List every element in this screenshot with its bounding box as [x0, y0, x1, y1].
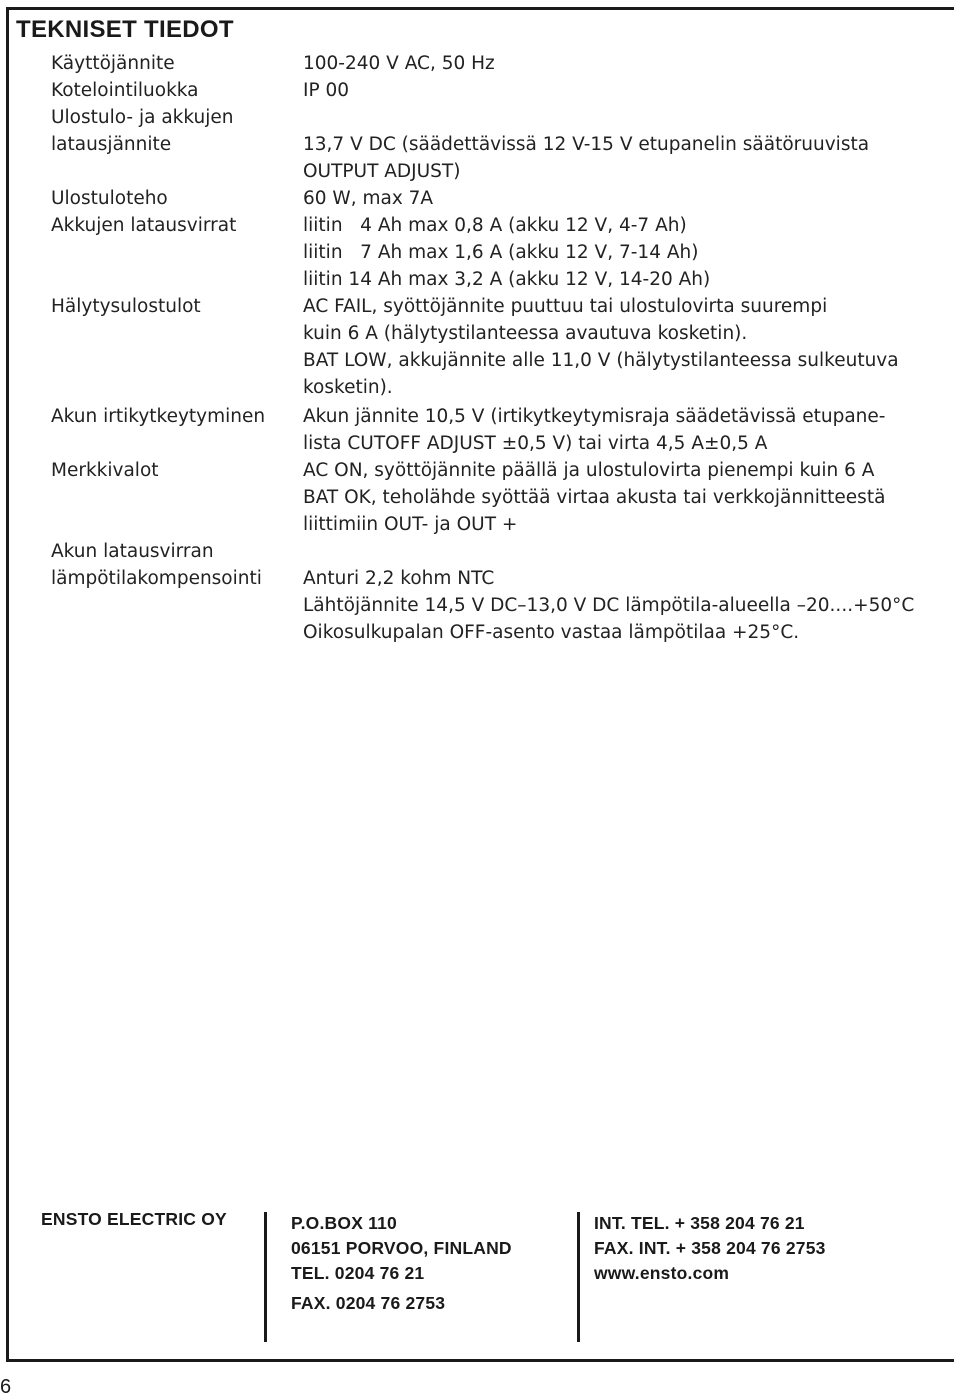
spec-value: BAT LOW, akkujännite alle 11,0 V (hälytystilanteessa sulkeutuva [303, 350, 899, 371]
spec-label: Käyttöjännite [51, 53, 175, 74]
spec-label: lämpötilakompensointi [51, 568, 262, 589]
footer-divider [264, 1212, 267, 1342]
spec-value: Oikosulkupalan OFF-asento vastaa lämpötilaa +25°C. [303, 622, 800, 643]
company-name: ENSTO ELECTRIC OY [41, 1209, 227, 1229]
spec-value: 100-240 V AC, 50 Hz [303, 53, 495, 74]
spec-label: Ulostuloteho [51, 188, 168, 209]
spec-label: Akun irtikytkeytyminen [51, 406, 266, 427]
international-phone: INT. TEL. + 358 204 76 21 [594, 1213, 805, 1233]
website-link[interactable]: www.ensto.com [594, 1263, 730, 1283]
spec-value: Anturi 2,2 kohm NTC [303, 568, 495, 589]
spec-label: Kotelointiluokka [51, 80, 199, 101]
spec-label: latausjännite [51, 134, 172, 155]
postal-city: 06151 PORVOO, FINLAND [291, 1238, 512, 1258]
spec-value: lista CUTOFF ADJUST ±0,5 V) tai virta 4,5 A±0,5 A [303, 433, 768, 454]
spec-value: OUTPUT ADJUST) [303, 161, 461, 182]
spec-value: Akun jännite 10,5 V (irtikytkeytymisraja säädetävissä etupane- [303, 406, 886, 427]
page-title: TEKNISET TIEDOT [16, 16, 234, 43]
spec-label: Hälytysulostulot [51, 296, 201, 317]
spec-label: Akkujen latausvirrat [51, 215, 237, 236]
footer-divider [577, 1212, 580, 1342]
fax: FAX. 0204 76 2753 [291, 1293, 446, 1313]
spec-value: BAT OK, teholähde syöttää virtaa akusta tai verkkojännitteestä [303, 487, 886, 508]
spec-value: liitin 7 Ah max 1,6 A (akku 12 V, 7-14 Ah) [303, 242, 699, 263]
spec-value: liittimiin OUT- ja OUT + [303, 514, 518, 535]
spec-label: Ulostulo- ja akkujen [51, 107, 234, 128]
international-fax: FAX. INT. + 358 204 76 2753 [594, 1238, 826, 1258]
spec-value: Lähtöjännite 14,5 V DC–13,0 V DC lämpötila-alueella –20....+50°C [303, 595, 915, 616]
spec-value: liitin 4 Ah max 0,8 A (akku 12 V, 4-7 Ah) [303, 215, 687, 236]
spec-value: liitin 14 Ah max 3,2 A (akku 12 V, 14-20 Ah) [303, 269, 711, 290]
spec-value: kosketin). [303, 377, 393, 398]
spec-label: Merkkivalot [51, 460, 159, 481]
spec-value: AC FAIL, syöttöjännite puuttuu tai ulostulovirta suurempi [303, 296, 828, 317]
spec-label: Akun latausvirran [51, 541, 214, 562]
po-box: P.O.BOX 110 [291, 1213, 397, 1233]
spec-value: IP 00 [303, 80, 350, 101]
spec-value: 13,7 V DC (säädettävissä 12 V-15 V etupanelin säätöruuvista [303, 134, 870, 155]
spec-value: AC ON, syöttöjännite päällä ja ulostulovirta pienempi kuin 6 A [303, 460, 875, 481]
page-number: 6 [0, 1376, 12, 1398]
phone: TEL. 0204 76 21 [291, 1263, 425, 1283]
spec-value: kuin 6 A (hälytystilanteessa avautuva kosketin). [303, 323, 748, 344]
spec-value: 60 W, max 7A [303, 188, 434, 209]
